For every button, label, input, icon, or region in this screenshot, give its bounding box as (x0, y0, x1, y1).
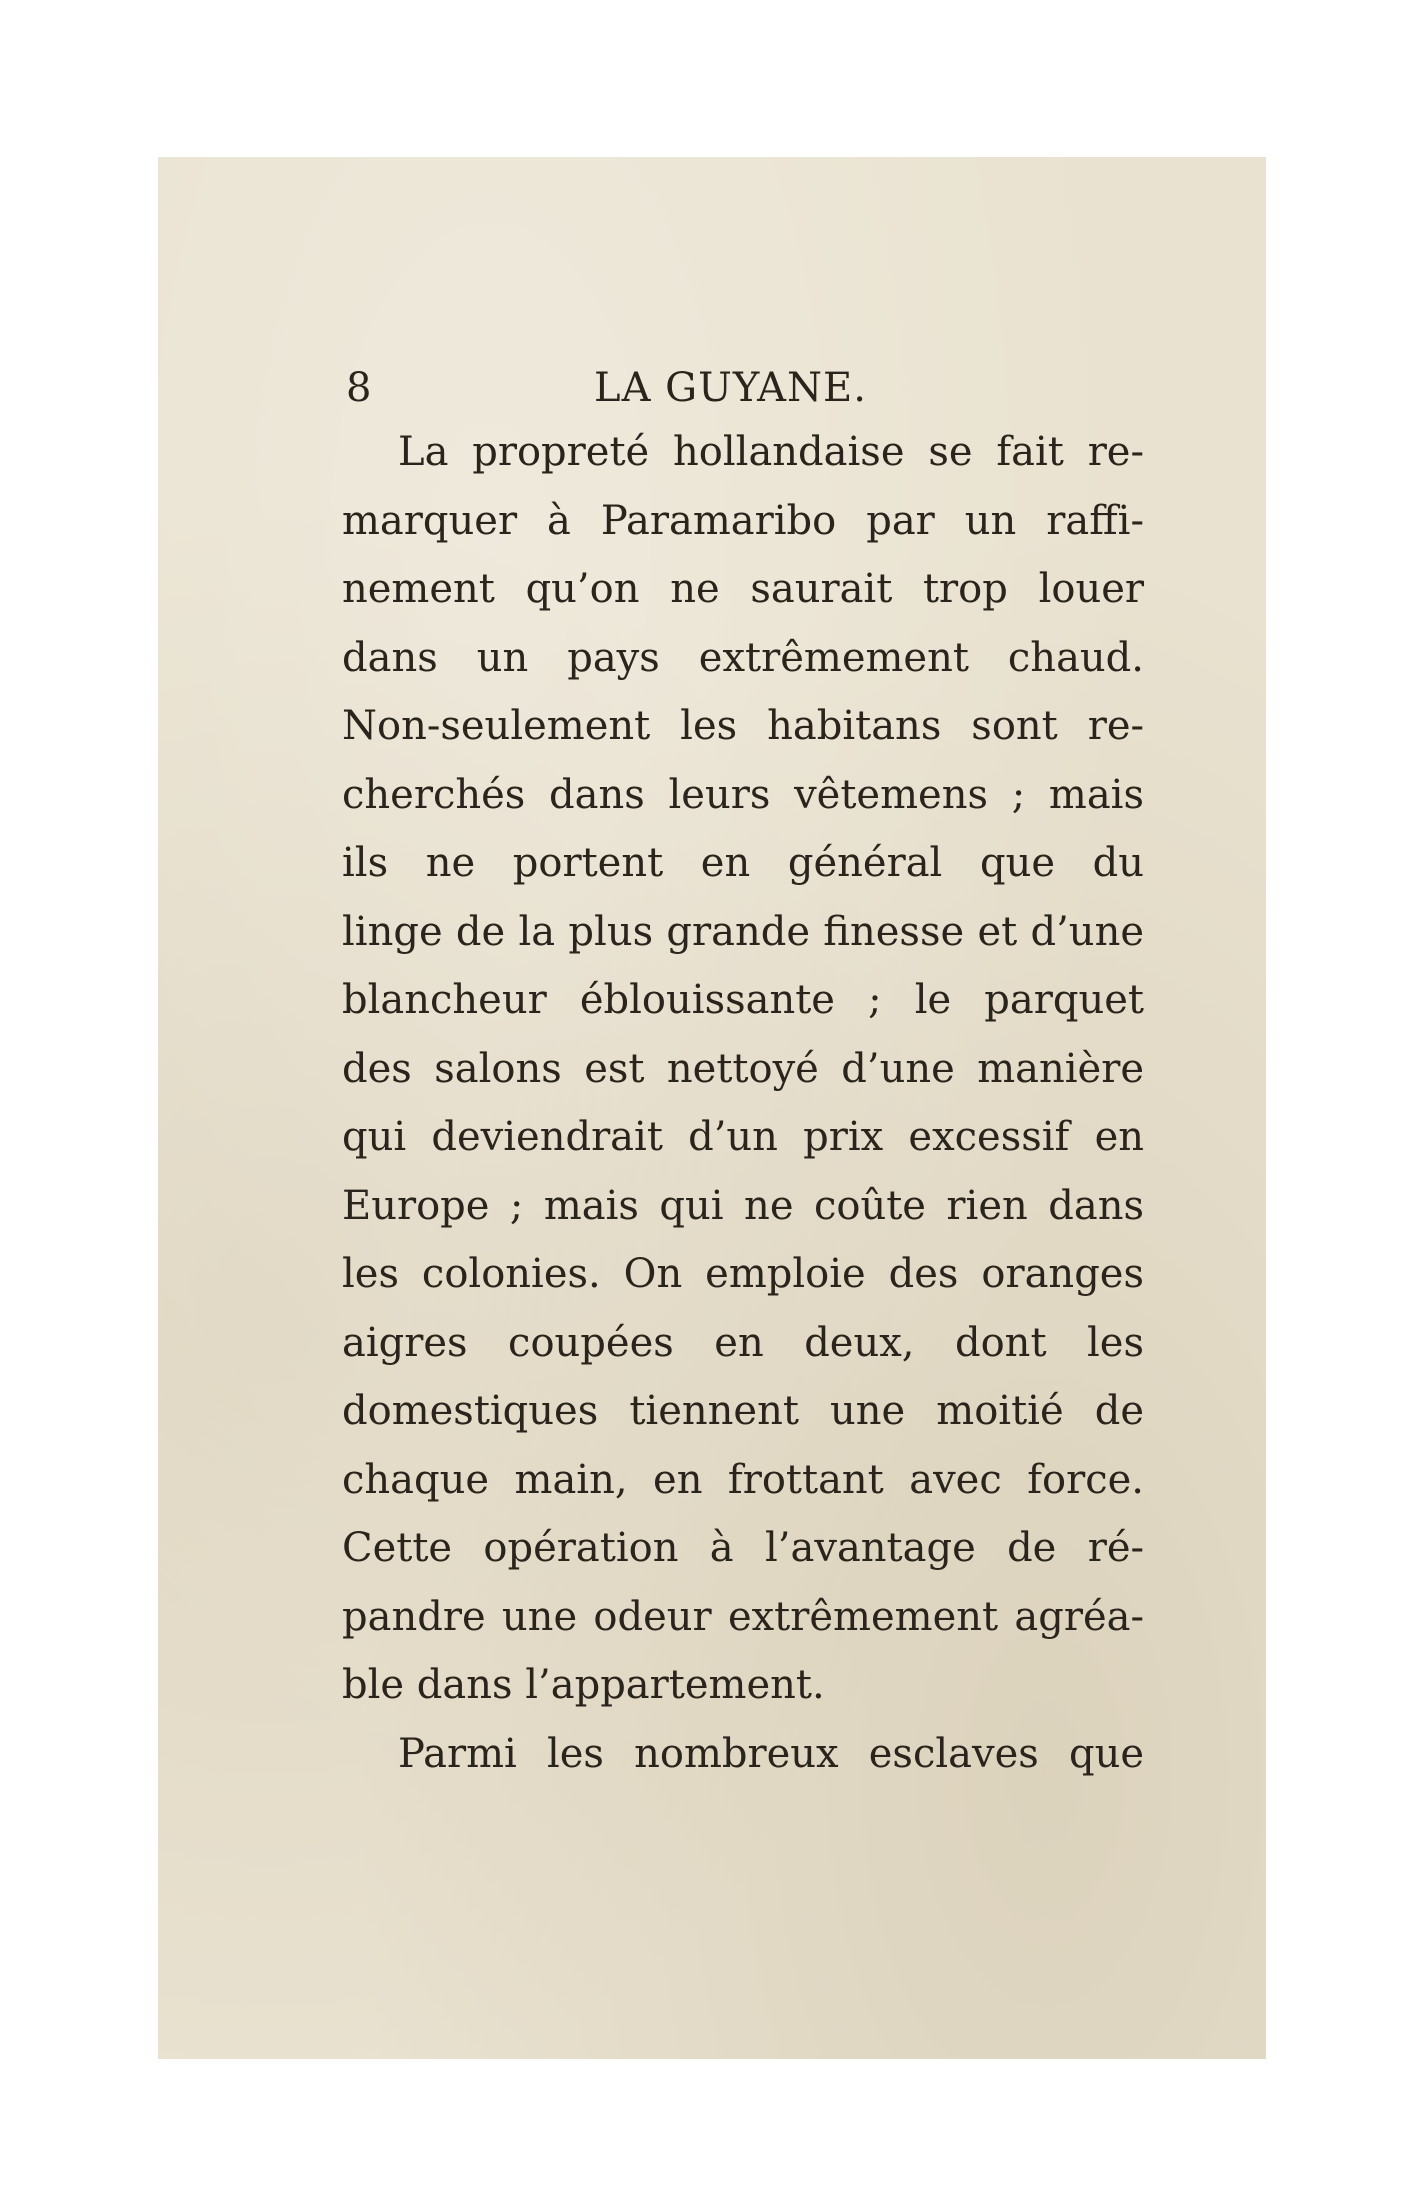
text-line: Non-seulement les habitans sont re- (342, 703, 1144, 749)
text-line: ils ne portent en général que du (342, 840, 1144, 886)
text-line: domestiques tiennent une moitié de (342, 1388, 1144, 1434)
text-line: ble dans l’appartement. (342, 1662, 825, 1708)
text-line: La propreté hollandaise se fait re- (398, 429, 1144, 475)
text-line: qui deviendrait d’un prix excessif en (342, 1114, 1144, 1160)
text-line: Parmi les nombreux esclaves que (398, 1730, 1144, 1777)
text-line: aigres coupées en deux, dont les (342, 1319, 1144, 1366)
text-line: blancheur éblouissante ; le parquet (342, 977, 1144, 1023)
text-line: chaque main, en frottant avec force. (342, 1456, 1144, 1503)
page-number: 8 (346, 365, 372, 411)
text-line: Europe ; mais qui ne coûte rien dans (342, 1182, 1144, 1229)
text-line: des salons est nettoyé d’une manière (342, 1045, 1144, 1092)
page-text (342, 358, 1144, 1788)
text-line: les colonies. On emploie des oranges (342, 1251, 1144, 1297)
text-line: marquer à Paramaribo par un raffi- (342, 497, 1144, 544)
running-title: LA GUYANE. (594, 365, 867, 411)
text-line: linge de la plus grande finesse et d’une (342, 908, 1144, 955)
text-line: cherchés dans leurs vêtemens ; mais (342, 771, 1144, 818)
text-line: pandre une odeur extrêmement agréa- (342, 1593, 1144, 1640)
text-line: Cette opération à l’avantage de ré- (342, 1525, 1144, 1571)
running-head (342, 358, 1144, 418)
text-line: dans un pays extrêmement chaud. (342, 634, 1144, 681)
text-line: nement qu’on ne saurait trop louer (342, 566, 1144, 612)
